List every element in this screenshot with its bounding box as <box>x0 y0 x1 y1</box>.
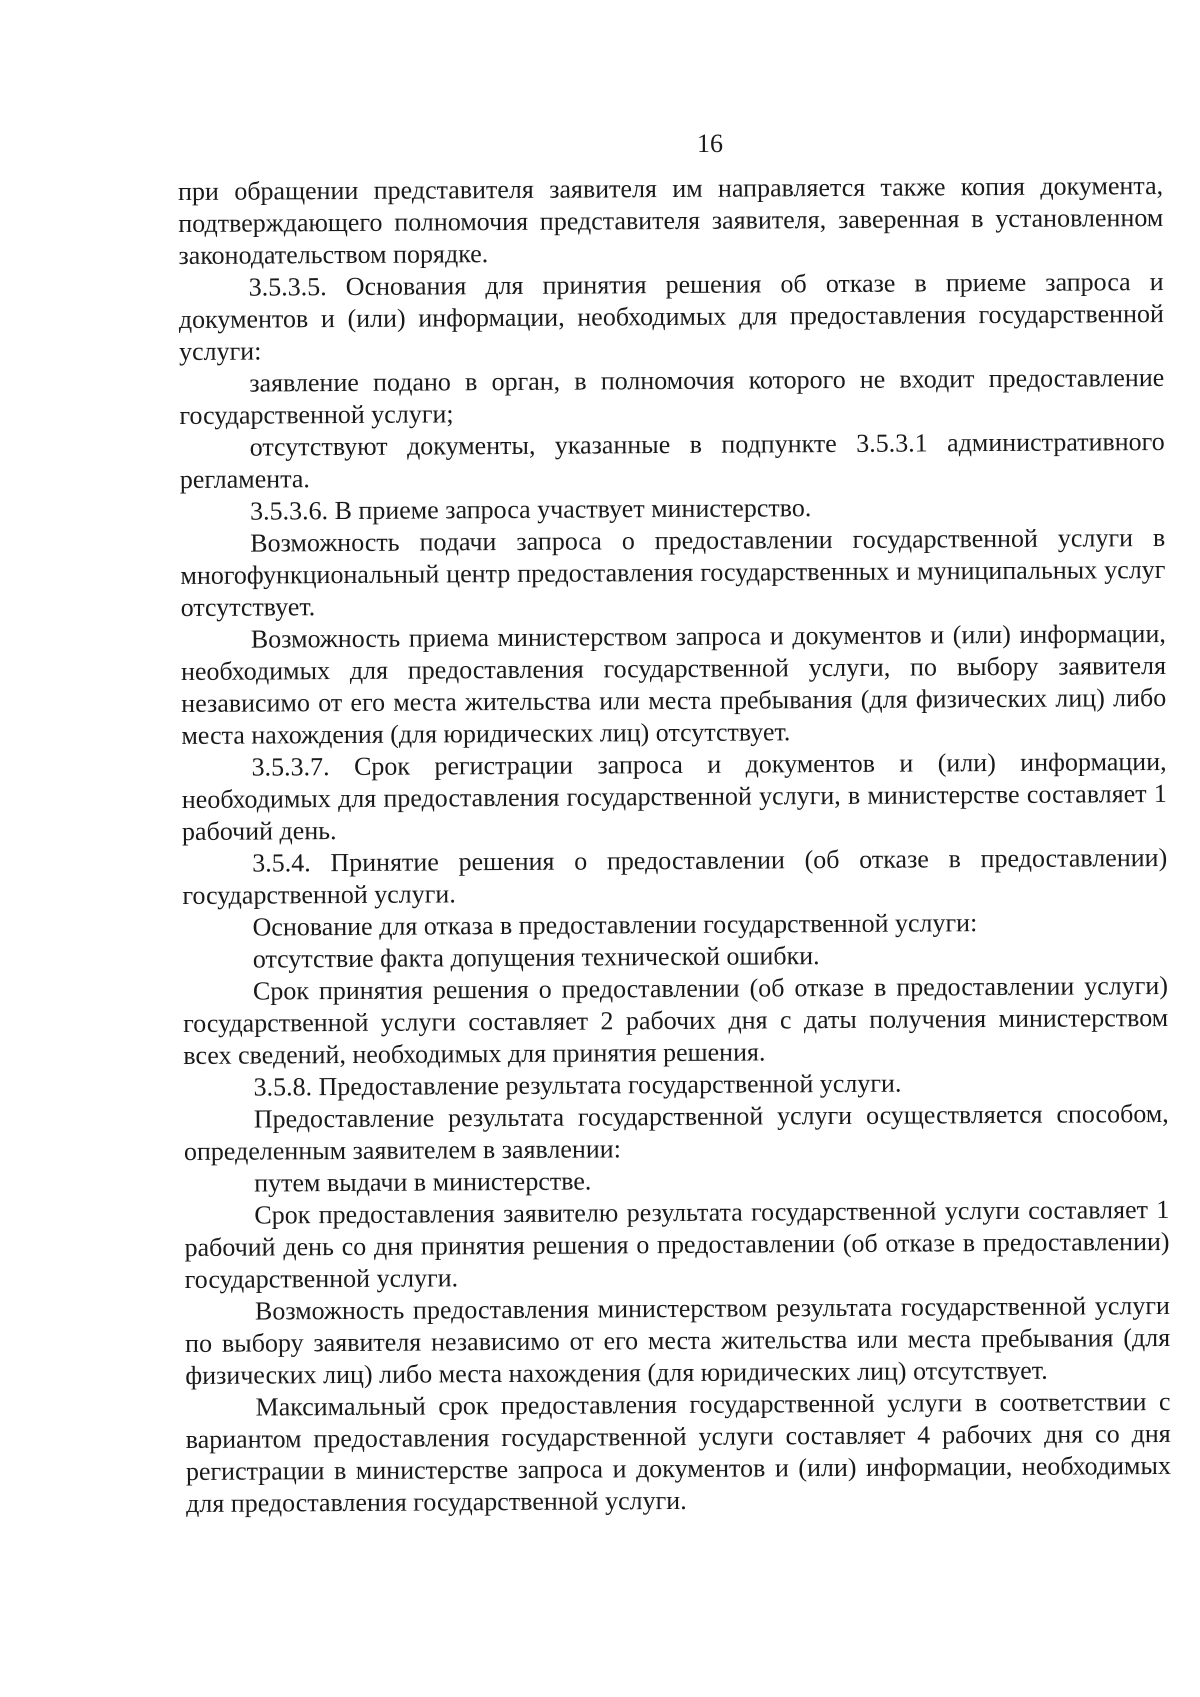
paragraph: 3.5.3.5. Основания для принятия решения об отказе в приеме запроса и документов и (или) информации, необходимых для предоставления государственной услуги: <box>178 266 1164 366</box>
paragraph: Срок предоставления заявителю результата государственной услуги составляет 1 рабочий день со дня принятия решения о предоставлении (об отказе в предоставлении) государственной услуги. <box>184 1194 1170 1294</box>
paragraph: 3.5.3.6. В приеме запроса участвует министерство. <box>249 493 812 526</box>
paragraph: отсутствие факта допущения технической ошибки. <box>252 941 820 974</box>
paragraph: 3.5.3.7. Срок регистрации запроса и документов и (или) информации, необходимых для предоставления государственной услуги, в министерстве составляет 1 рабочий день. <box>181 746 1167 846</box>
paragraph: при обращении представителя заявителя им направляется также копия документа, подтверждающего полномочия представителя заявителя, заверенная в установленном законодательством порядке. <box>178 170 1164 270</box>
paragraph: 3.5.4. Принятие решения о предоставлении (об отказе в предоставлении) государственной услуги. <box>182 842 1168 910</box>
paragraph: Максимальный срок предоставления государственной услуги в соответствии с вариантом предоставления государственной услуги составляет 4 рабочих дня со дня регистрации в министерстве запроса и документов и (или) информации, необходимых для предоставления государственной услуги. <box>185 1386 1171 1518</box>
paragraph: путем выдачи в министерстве. <box>254 1166 592 1198</box>
paragraph: Возможность подачи запроса о предоставлении государственной услуги в многофункциональный центр предоставления государственных и муниципальных услуг отсутствует. <box>180 522 1166 622</box>
paragraph: заявление подано в орган, в полномочия которого не входит предоставление государственной услуги; <box>179 362 1165 430</box>
paragraph: 3.5.8. Предоставление результата государственной услуги. <box>253 1068 902 1102</box>
paragraph: Срок принятия решения о предоставлении (об отказе в предоставлении услуги) государственной услуги составляет 2 рабочих дня с даты получения министерством всех сведений, необходимых для принятия решения. <box>183 970 1169 1070</box>
paragraph: Предоставление результата государственной услуги осуществляется способом, определенным заявителем в заявлении: <box>183 1098 1169 1166</box>
paragraph: Основание для отказа в предоставлении государственной услуги: <box>252 908 978 942</box>
paragraph: Возможность предоставления министерством результата государственной услуги по выбору заявителя независимо от его места жительства или места пребывания (для физических лиц) либо места нахождения (для юридических лиц) отсутствует. <box>185 1290 1171 1390</box>
document-body <box>178 170 1171 1520</box>
page-number: 16 <box>697 129 723 158</box>
paragraph: отсутствуют документы, указанные в подпункте 3.5.3.1 административного регламента. <box>179 426 1165 494</box>
paragraph: Возможность приема министерством запроса и документов и (или) информации, необходимых для предоставления государственной услуги, по выбору заявителя независимо от его места жительства или места пребывания (для физических лиц) либо места нахождения (для юридических лиц) отсутствует. <box>180 618 1167 750</box>
